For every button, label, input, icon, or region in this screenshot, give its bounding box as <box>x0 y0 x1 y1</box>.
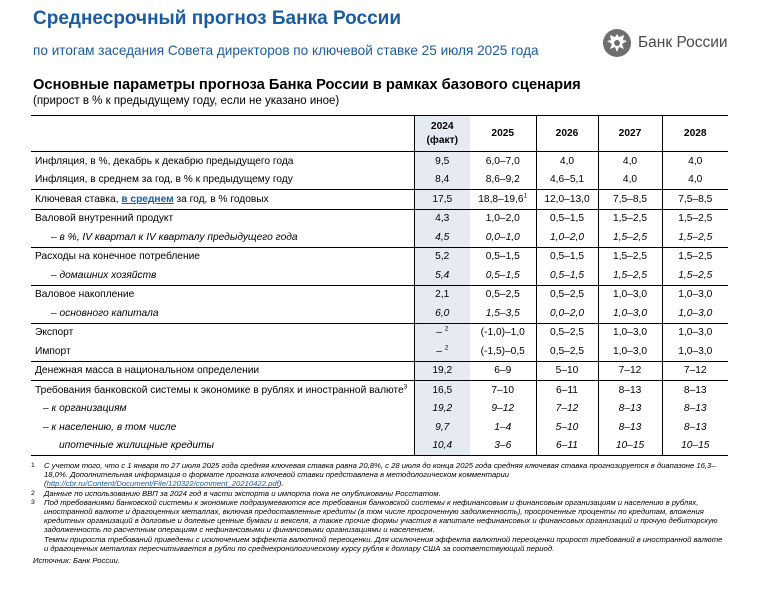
footnote-mark: 1 <box>31 462 35 469</box>
table-row <box>31 437 728 456</box>
cell-2028: 4,0 <box>662 152 728 171</box>
cell-2026: 0,5–1,5 <box>536 266 598 285</box>
cell-2026: 6–11 <box>536 437 598 456</box>
cell-2028: 7–12 <box>662 361 728 381</box>
footnote-text: Данные по использованию ВВП за 2024 год в части экспорта и импорта пока не опубликованы Росстатом. <box>44 488 441 498</box>
header-2024 <box>414 116 470 152</box>
bank-logo <box>602 28 728 58</box>
table-row <box>31 228 728 247</box>
cell-2024: 4,5 <box>414 228 470 247</box>
cell-2027: 1,0–3,0 <box>598 342 662 361</box>
cell-2024: 17,5 <box>414 190 470 210</box>
cell-2024: 16,5 <box>414 381 470 400</box>
header-2028: 2028 <box>662 116 728 152</box>
source-note: Источник: Банк России. <box>33 556 120 566</box>
cell-2025: 0,5–1,5 <box>470 266 536 285</box>
cell-2026: 5–10 <box>536 418 598 437</box>
section-subtitle: (прирост в % к предыдущему году, если не указано иное) <box>33 95 340 107</box>
cell-2025: 6–9 <box>470 361 536 381</box>
cell-2028: 8–13 <box>662 381 728 400</box>
cell-2025: 7–10 <box>491 384 515 396</box>
row-label: – домашних хозяйств <box>31 266 414 285</box>
table-row <box>31 266 728 285</box>
cell-2024: 4,3 <box>414 209 470 228</box>
cell-2024: 9,5 <box>414 152 470 171</box>
table-row <box>31 247 728 266</box>
cell-2028: 8–13 <box>662 400 728 419</box>
footnote-ref: 3 <box>403 383 408 391</box>
cell-2024: 19,2 <box>414 400 470 419</box>
table-row <box>31 285 728 304</box>
cell-2025: 6,0–7,0 <box>485 155 520 167</box>
cell-value: 18,8–19,6 <box>478 193 524 205</box>
table-row <box>31 209 728 228</box>
cell-2028: 1,5–2,5 <box>662 209 728 228</box>
row-label: – к населению, в том числе <box>43 421 177 433</box>
header-2025: 2025 <box>470 116 536 152</box>
cell-2025: 8,6–9,2 <box>470 171 536 190</box>
cell-2026: 0,5–2,5 <box>536 323 598 342</box>
cell-2025: 1,5–3,5 <box>470 304 536 323</box>
cell-2024: 5,2 <box>414 247 470 266</box>
cell-2028: 4,0 <box>662 171 728 190</box>
table-row <box>31 171 728 190</box>
forecast-table <box>31 116 728 456</box>
cell-2026: 0,5–2,5 <box>536 285 598 304</box>
cell-2025: (-1,0)–1,0 <box>480 327 525 339</box>
header-label-cell <box>31 116 414 152</box>
cell-2026: 0,5–1,5 <box>536 247 598 266</box>
footnote-ref: 2 <box>444 344 449 352</box>
cell-2027: 1,5–2,5 <box>598 209 662 228</box>
cell-2028: 1,0–3,0 <box>662 285 728 304</box>
eagle-emblem-icon <box>602 28 632 58</box>
cell-2028: 8–13 <box>662 418 728 437</box>
page-subtitle: по итогам заседания Совета директоров по ключевой ставке 25 июля 2025 года <box>33 43 539 58</box>
footnote-3 <box>31 498 728 535</box>
methodology-link[interactable]: http://cbr.ru/Content/Document/File/120322/comment_20210422.pdf <box>46 479 279 489</box>
table-row <box>31 400 728 419</box>
header-2026: 2026 <box>536 116 598 152</box>
cell-2026: 7–12 <box>536 400 598 419</box>
cell-2027: 1,5–2,5 <box>598 266 662 285</box>
row-label <box>31 190 414 210</box>
cell-2027: 1,0–3,0 <box>598 285 662 304</box>
row-label: Денежная масса в национальном определении <box>31 361 414 381</box>
cell-2025: 1,0–2,0 <box>485 213 520 225</box>
footnotes <box>31 461 728 565</box>
footnote-mark: 2 <box>31 489 35 497</box>
cell-2027: 1,5–2,5 <box>598 228 662 247</box>
footnote-ref: 1 <box>523 192 528 200</box>
cell-2027: 7,5–8,5 <box>598 190 662 210</box>
cell-2024: 10,4 <box>414 437 470 456</box>
footnote-3-extra: Темпы прироста требований приведены с исключением эффекта валютной переоценки. Для исключения эффекта валютной переоценки прирост требований в иностранной валюте и драгоценных металлах пересчитывается в рубли по среднехронологическому курсу рубля к доллару США за соответствующий период. <box>44 534 723 553</box>
cell-2027: 1,5–2,5 <box>598 247 662 266</box>
footnote-text <box>44 461 728 489</box>
cell-2027: 8–13 <box>598 400 662 419</box>
row-label: Валовое накопление <box>35 289 135 301</box>
row-label <box>31 381 414 400</box>
cell-2027: 10–15 <box>598 437 662 456</box>
footnote-2 <box>31 489 728 498</box>
average-link[interactable]: в среднем <box>121 193 174 205</box>
section-title: Основные параметры прогноза Банка России в рамках базового сценария <box>33 77 581 93</box>
row-label: ипотечные жилищные кредиты <box>31 437 414 456</box>
footnote-text-part: ). <box>278 479 284 489</box>
cell-2027: 4,0 <box>598 152 662 171</box>
cell-2027: 8–13 <box>598 381 662 400</box>
row-label-part: за год, в % годовых <box>173 193 269 205</box>
header-2024-year: 2024 <box>430 120 454 132</box>
cell-2028: 1,0–3,0 <box>662 304 728 323</box>
table-row <box>31 342 728 361</box>
cell-2026: 4,6–5,1 <box>536 171 598 190</box>
cell-2026: 5–10 <box>536 361 598 381</box>
cell-2024: 6,0 <box>414 304 470 323</box>
cell-2026: 1,0–2,0 <box>536 228 598 247</box>
cell-2026: 6–11 <box>536 381 598 400</box>
cell-2028: 1,0–3,0 <box>662 342 728 361</box>
cell-2026: 0,5–2,5 <box>536 342 598 361</box>
footnote-text-part: С учетом того, что с 1 января по 27 июля 2025 года средняя ключевая ставка равна 20,8%, с 28 июля до конца 2025 года средняя ключевая ставка прогнозируется в диапазоне 16,3–18,0%. Дополнительная информация о формате прогноза ключевой ставки представлена в методологическом комментарии ( <box>44 461 716 489</box>
cell-2024: 9,7 <box>414 418 470 437</box>
cell-2025: 3–6 <box>470 437 536 456</box>
row-label: – в %, IV квартал к IV кварталу предыдущего года <box>31 228 414 247</box>
cell-2025 <box>470 190 536 210</box>
cell-2024: 19,2 <box>414 361 470 381</box>
row-label: Инфляция, в среднем за год, в % к предыдущему году <box>31 171 414 190</box>
cell-2025: 1–4 <box>494 421 512 433</box>
table-row <box>31 381 728 400</box>
cell-2026: 4,0 <box>536 152 598 171</box>
row-label-text: Требования банковской системы к экономике в рублях и иностранной валюте <box>35 384 404 396</box>
table-row <box>31 190 728 210</box>
page-title: Среднесрочный прогноз Банка России <box>33 8 402 29</box>
cell-2026: 12,0–13,0 <box>536 190 598 210</box>
cell-2024 <box>414 323 470 342</box>
cell-value: – <box>436 345 445 357</box>
cell-2027: 1,0–3,0 <box>598 323 662 342</box>
cell-2025: (-1,5)–0,5 <box>470 342 536 361</box>
row-label: – к организациям <box>43 403 127 415</box>
row-label: – основного капитала <box>31 304 414 323</box>
table-row <box>31 418 728 437</box>
logo-text: Банк России <box>638 34 728 51</box>
cell-2027: 8–13 <box>598 418 662 437</box>
row-label: Валовой внутренний продукт <box>35 213 174 225</box>
cell-2025: 0,0–1,0 <box>470 228 536 247</box>
cell-2028: 1,5–2,5 <box>662 228 728 247</box>
cell-2028: 1,0–3,0 <box>662 323 728 342</box>
cell-2027: 7–12 <box>598 361 662 381</box>
row-label: Импорт <box>31 342 414 361</box>
row-label: Экспорт <box>35 327 74 339</box>
footnote-text: Под требованиями банковской системы к экономике подразумеваются все требования банковской системы к нефинансовым и финансовым организациям и населению в рублях, иностранной валюте и драгоценных металлах, включая предоставленные кредиты (в том числе просроченную задолженность), просроченные проценты по кредитам, вложения кредитных организаций в долговые и долевые ценные бумаги и векселя, а также прочие формы участия в капитале нефинансовых и финансовых организаций и прочую дебиторскую задолженность по расчетным операциям с нефинансовыми и финансовыми организациями и населением. <box>44 497 718 535</box>
cell-2028: 1,5–2,5 <box>662 266 728 285</box>
cell-2024: 8,4 <box>414 171 470 190</box>
row-label: Инфляция, в %, декабрь к декабрю предыдущего года <box>35 155 294 167</box>
cell-2028: 10–15 <box>662 437 728 456</box>
cell-2024: 5,4 <box>414 266 470 285</box>
cell-2028: 7,5–8,5 <box>662 190 728 210</box>
header-2024-note: (факт) <box>426 134 458 146</box>
cell-2026: 0,5–1,5 <box>536 209 598 228</box>
cell-2027: 1,0–3,0 <box>598 304 662 323</box>
cell-2024: 2,1 <box>414 285 470 304</box>
cell-2026: 0,0–2,0 <box>536 304 598 323</box>
table-row <box>31 323 728 342</box>
footnote-ref: 2 <box>444 325 449 333</box>
footnote-1 <box>31 461 728 489</box>
table-row <box>31 304 728 323</box>
footnote-mark: 3 <box>31 498 35 506</box>
row-label: Расходы на конечное потребление <box>35 251 200 263</box>
cell-2028: 1,5–2,5 <box>662 247 728 266</box>
header-2027: 2027 <box>598 116 662 152</box>
cell-2027: 4,0 <box>598 171 662 190</box>
table-row <box>31 361 728 381</box>
cell-2025: 0,5–1,5 <box>485 251 520 263</box>
table-row <box>31 152 728 171</box>
cell-2025: 9–12 <box>491 403 515 415</box>
table-header-row <box>31 116 728 152</box>
cell-2025: 0,5–2,5 <box>485 289 520 301</box>
cell-value: – <box>436 327 445 339</box>
cell-2024 <box>414 342 470 361</box>
row-label-part: Ключевая ставка, <box>35 193 122 205</box>
